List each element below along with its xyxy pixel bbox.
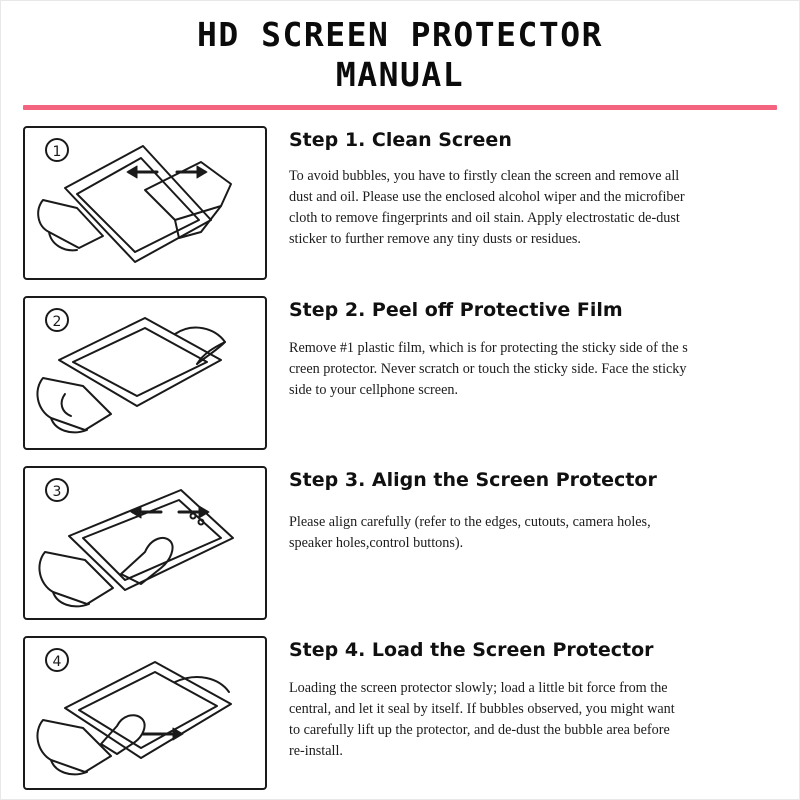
step-body: Loading the screen protector slowly; load a little bit force from the central, and let it seal by itself. If bubbles observed, you might want to carefully lift up the protector, and de-dust the bubble area before re-install. xyxy=(289,680,675,759)
clean-screen-illustration xyxy=(23,126,267,280)
step-item xyxy=(23,636,777,790)
step-text-block xyxy=(267,466,777,554)
load-protector-illustration xyxy=(23,636,267,790)
step-body: To avoid bubbles, you have to firstly clean the screen and remove all dust and oil. Please use the enclosed alcohol wiper and the microfiber cloth to remove fingerprints and oil stain. Apply electrostatic de-dust sticker to further remove any tiny dusts or residues. xyxy=(289,168,685,247)
align-protector-illustration xyxy=(23,466,267,620)
header-divider xyxy=(23,105,777,110)
step-heading: Step 4. Load the Screen Protector xyxy=(289,639,654,661)
step-text-block xyxy=(267,296,777,401)
svg-text:3: 3 xyxy=(52,484,62,500)
document-header xyxy=(1,1,799,116)
svg-text:1: 1 xyxy=(52,144,62,160)
page-title-line-2: MANUAL xyxy=(335,55,465,94)
steps-list xyxy=(1,116,799,790)
peel-off-film-illustration xyxy=(23,296,267,450)
step-text-block xyxy=(267,636,777,762)
step-heading: Step 1. Clean Screen xyxy=(289,129,512,151)
step-body: Please align carefully (refer to the edges, cutouts, camera holes, speaker holes,control buttons). xyxy=(289,514,651,551)
page-title-line-1: HD SCREEN PROTECTOR xyxy=(197,15,603,54)
step-item xyxy=(23,296,777,450)
step-item xyxy=(23,466,777,620)
step-text-block xyxy=(267,126,777,250)
step-item xyxy=(23,126,777,280)
step-heading: Step 2. Peel off Protective Film xyxy=(289,299,623,321)
svg-text:4: 4 xyxy=(52,654,62,670)
step-heading: Step 3. Align the Screen Protector xyxy=(289,469,657,491)
svg-text:2: 2 xyxy=(52,314,62,330)
step-body: Remove #1 plastic film, which is for protecting the sticky side of the s creen protector. Never scratch or touch the sticky side. Face the sticky side to your cellphone screen. xyxy=(289,340,688,398)
